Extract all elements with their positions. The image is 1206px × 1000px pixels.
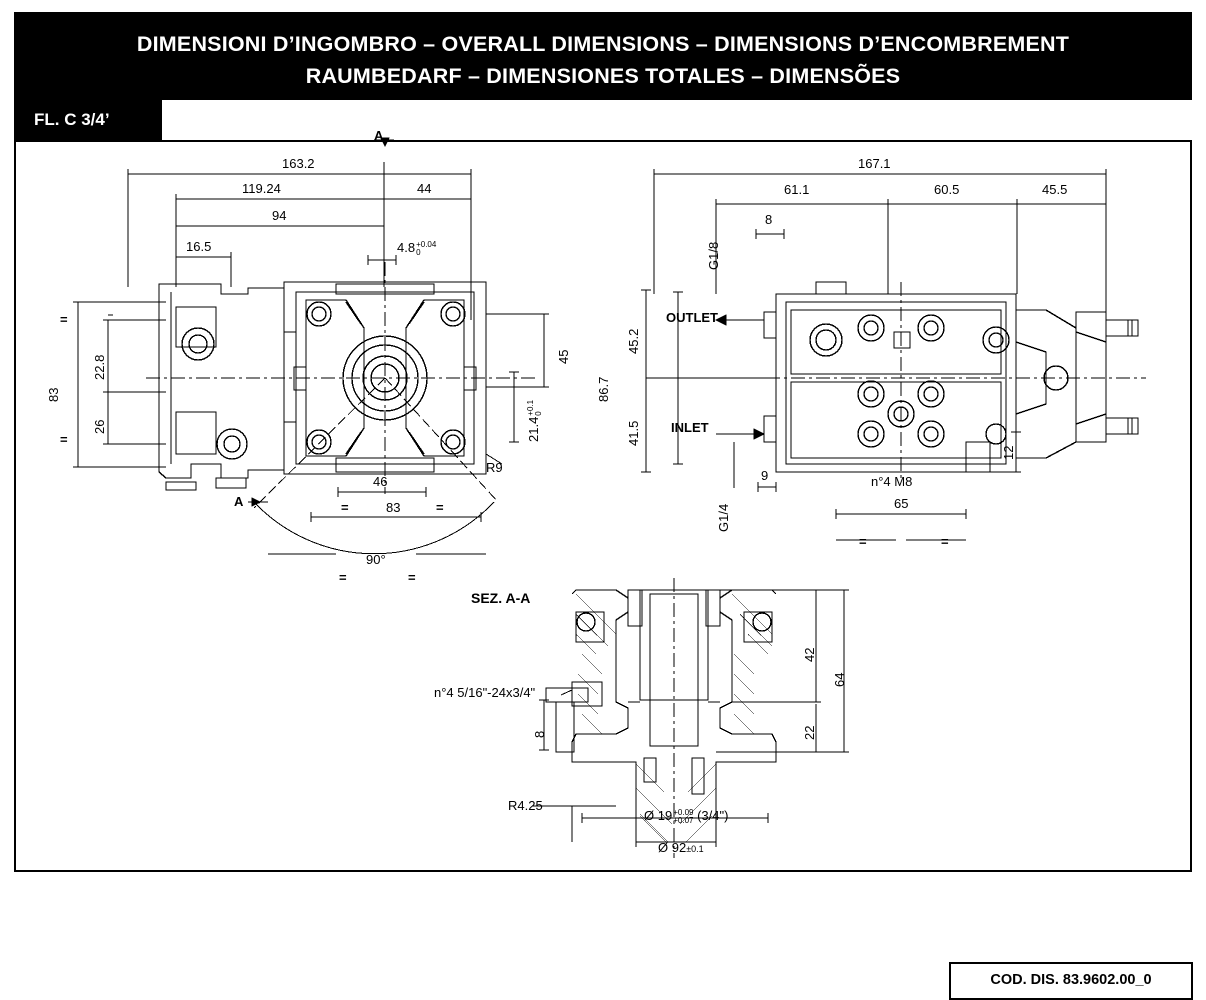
dim-45: 45 — [556, 349, 571, 364]
equal-mark-bottom-right: = — [436, 500, 444, 515]
equal-mark-arc-right: = — [408, 570, 416, 585]
dim-60-5: 60.5 — [934, 182, 960, 197]
label-g14: G1/4 — [716, 503, 731, 532]
model-tag — [14, 100, 162, 140]
equal-mark-left-top: = — [60, 312, 68, 327]
dim-26: 26 — [92, 419, 107, 434]
dim-90-deg: 90° — [366, 552, 386, 567]
dim-167-1: 167.1 — [858, 156, 891, 171]
equal-mark-arc-left: = — [339, 570, 347, 585]
dim-4-8-value: 4.8 — [397, 240, 416, 255]
label-thread: n°4 5/16"-24x3/4" — [434, 685, 536, 700]
drawing-code-box — [949, 962, 1193, 1000]
equal-mark-side-right: = — [941, 534, 949, 549]
outlet-label: OUTLET — [666, 310, 718, 325]
bore-19 — [644, 808, 728, 825]
dim-163-2: 163.2 — [282, 156, 315, 171]
label-g18: G1/8 — [706, 241, 721, 270]
equal-mark-side-left: = — [859, 534, 867, 549]
dim-41-5: 41.5 — [626, 420, 641, 446]
title-line-2: RAUMBEDARF – DIMENSIONES TOTALES – DIMENSÕES — [305, 64, 901, 88]
dim-16-5: 16.5 — [186, 239, 212, 254]
section-title: SEZ. A-A — [471, 590, 531, 606]
drawing-code-label: COD. DIS. 83.9602.00_0 — [990, 972, 1152, 988]
dim-8-section: 8 — [532, 730, 547, 738]
dim-22-8: 22.8 — [92, 354, 107, 380]
dim-44: 44 — [417, 181, 432, 196]
dim-65: 65 — [894, 496, 909, 511]
dim-94: 94 — [272, 208, 287, 223]
title-line-1: DIMENSIONI D’INGOMBRO – OVERALL DIMENSIONS – DIMENSIONS D’ENCOMBREMENT — [136, 32, 1070, 56]
bore-19-value: 19 — [657, 808, 673, 823]
diameter-symbol-92: Ø — [658, 840, 669, 855]
dim-r4-25: R4.25 — [508, 798, 543, 813]
drawing-frame — [14, 128, 1192, 988]
dim-4-8-tolerance: +0.04 0 — [416, 239, 437, 257]
dim-45-2: 45.2 — [626, 328, 641, 354]
section-mark-a-bottom: A — [234, 494, 244, 509]
dim-64: 64 — [832, 672, 847, 687]
dim-83-bottom: 83 — [386, 500, 401, 515]
equal-mark-bottom-left: = — [341, 500, 349, 515]
dim-86-7: 86.7 — [596, 376, 611, 402]
dim-8-side: 8 — [765, 212, 773, 227]
title-banner — [14, 12, 1192, 100]
dim-r9: R9 — [486, 460, 503, 475]
dim-21-4-value: 21.4 — [526, 416, 541, 442]
dim-22: 22 — [802, 725, 817, 740]
dim-119-24: 119.24 — [242, 181, 281, 196]
dim-61-1: 61.1 — [784, 182, 810, 197]
bore-92-tolerance: ±0.1 — [686, 844, 704, 854]
dim-42: 42 — [802, 647, 817, 662]
dim-4-8 — [397, 240, 436, 257]
equal-mark-left-bottom: = — [60, 432, 68, 447]
dim-45-5: 45.5 — [1042, 182, 1068, 197]
dim-12: 12 — [1001, 445, 1016, 460]
model-tag-label: FL. C 3/4’ — [34, 110, 110, 129]
bore-92 — [658, 840, 704, 855]
dim-9: 9 — [761, 468, 769, 483]
inlet-label: INLET — [671, 420, 709, 435]
bore-19-note: (3/4") — [697, 808, 729, 823]
dim-83-left: 83 — [46, 387, 61, 402]
dim-46: 46 — [373, 474, 388, 489]
section-mark-a-top: A — [374, 128, 384, 143]
bore-92-value: 92 — [671, 840, 687, 855]
bore-19-tolerance: +0.09 +0.07 — [673, 807, 694, 825]
dim-21-4-tolerance: +0.1 0 — [525, 399, 543, 416]
dim-21-4 — [526, 400, 543, 442]
diameter-symbol-19: Ø — [644, 808, 655, 823]
label-n4-m8: n°4 M8 — [871, 474, 913, 489]
